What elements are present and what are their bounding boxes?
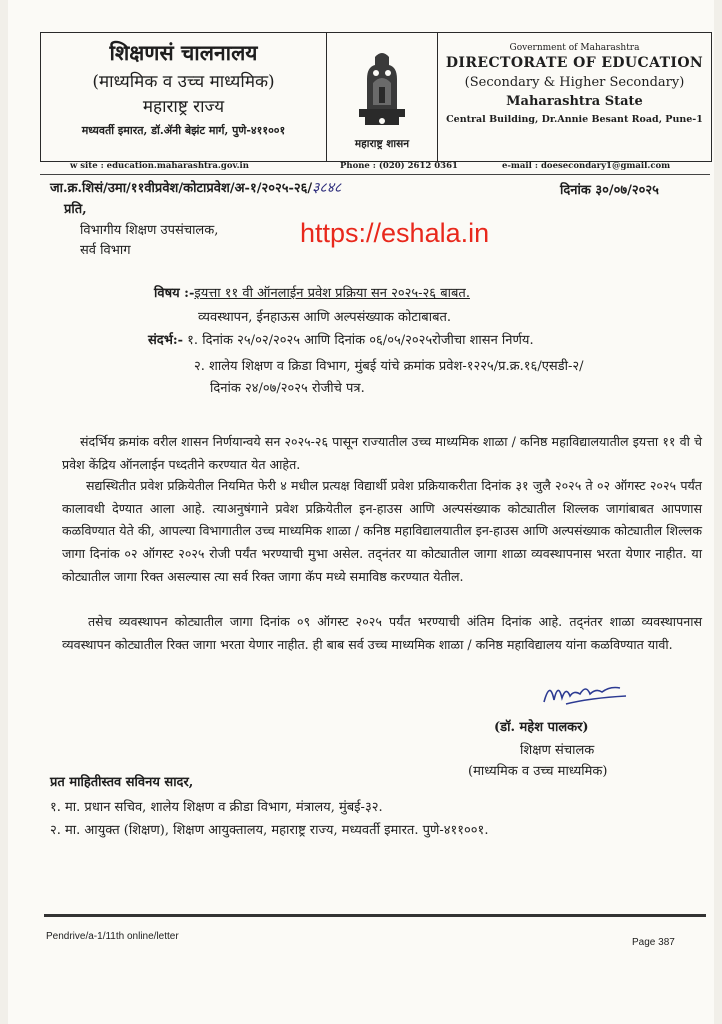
directorate-title-marathi: शिक्षणसं चालनालय <box>109 40 258 65</box>
contact-strip <box>40 160 710 175</box>
subject-line2: व्यवस्थापन, ईनहाऊस आणि अल्पसंख्याक कोटाबाबत. <box>198 310 452 325</box>
body-paragraph-1: संदर्भिय क्रमांक वरील शासन निर्णयान्वये सन २०२५-२६ पासून राज्यातील उच्च माध्यमिक शाळा / कनिष्ठ महाविद्यालयातील इयत्ता ११ वी चे प्रवेश केंद्रिय ऑनलाईन पध्दतीने करण्यात येत आहेत. <box>62 434 702 472</box>
footer-divider <box>44 914 706 917</box>
reference-number <box>50 178 341 197</box>
signature-scrawl <box>540 676 630 714</box>
references-label: संदर्भ:- <box>148 333 184 348</box>
directorate-subtitle-marathi: (माध्यमिक व उच्च माध्यमिक) <box>92 72 275 92</box>
reference-2-line2: दिनांक २४/०७/२०२५ रोजीचे पत्र. <box>210 381 365 396</box>
govt-name: Government of Maharashtra <box>509 43 640 53</box>
subject-text: इयत्ता ११ वी ऑनलाईन प्रवेश प्रक्रिया सन २०२५-२६ बाबत. <box>194 286 470 301</box>
reference-1-line <box>148 330 534 348</box>
letter-date: दिनांक ३०/०७/२०२५ <box>560 183 659 198</box>
letterhead-english <box>438 33 711 161</box>
watermark-url: https://eshala.in <box>300 218 490 248</box>
signatory-department: (माध्यमिक व उच्च माध्यमिक) <box>468 764 608 779</box>
subject-label: विषय :- <box>154 286 195 301</box>
recipient-line1: विभागीय शिक्षण उपसंचालक, <box>80 223 219 238</box>
subject-line <box>154 283 470 301</box>
reference-number-text: जा.क्र.शिसं/उमा/११वीप्रवेश/कोटाप्रवेश/अ-१/२०२५-२६/ <box>50 181 313 196</box>
address-english: Central Building, Dr.Annie Besant Road, Pune-1 <box>446 114 703 125</box>
copy-item-2: २. मा. आयुक्त (शिक्षण), शिक्षण आयुक्तालय, महाराष्ट्र राज्य, मध्यवर्ती इमारत. पुणे-४११००१. <box>50 823 489 838</box>
reference-1: १. दिनांक २५/०२/२०२५ आणि दिनांक ०६/०५/२०२५रोजीचा शासन निर्णय. <box>187 333 534 348</box>
state-emblem-icon <box>345 43 419 133</box>
letterhead <box>40 32 712 162</box>
signatory-designation: शिक्षण संचालक <box>520 743 595 758</box>
address-marathi: मध्यवर्ती इमारत, डॉ.ॲनी बेझंट मार्ग, पुणे-४११००१ <box>81 124 286 137</box>
state-marathi: महाराष्ट्र राज्य <box>142 97 225 117</box>
footer-page-number: Page 387 <box>632 937 675 948</box>
recipient-line2: सर्व विभाग <box>80 243 131 258</box>
signature-text: MPalkar <box>550 707 554 708</box>
footer-file-path: Pendrive/a-1/11th online/letter <box>46 931 179 942</box>
reference-2-line1: २. शालेय शिक्षण व क्रिडा विभाग, मुंबई यांचे क्रमांक प्रवेश-१२२५/प्र.क्र.१६/एसडी-२/ <box>194 359 584 374</box>
copy-item-1: १. मा. प्रधान सचिव, शालेय शिक्षण व क्रीडा विभाग, मंत्रालय, मुंबई-३२. <box>50 800 383 815</box>
state-english: Maharashtra State <box>506 94 643 109</box>
directorate-title-english: DIRECTORATE OF EDUCATION <box>445 55 704 71</box>
signatory-name: (डॉ. महेश पालकर) <box>494 720 589 735</box>
copy-heading: प्रत माहितीस्तव सविनय सादर, <box>50 775 194 790</box>
letterhead-emblem-box <box>326 33 438 161</box>
phone-text: Phone : (020) 2612 0361 <box>340 161 458 171</box>
recipient-prati: प्रति, <box>64 202 87 217</box>
email-text: e-mail : doesecondary1@gmail.com <box>502 161 671 171</box>
body-paragraph-2: सद्यस्थितीत प्रवेश प्रक्रियेतील नियमित फेरी ४ मधील प्रत्यक्ष विद्यार्थी प्रवेश प्रक्रियाकरीता दिनांक ३१ जुलै २०२५ ते ०२ ऑगस्ट २०२५ पर्यंत कालावधी देण्यात आला आहे. त्याअनुषंगाने प्रवेश प्रक्रियेतील इन-हाउस आणि अल्पसंख्याक कोट्यातील शिल्लक जागांबाबत आपणास कळविण्यात येते की, आपल्या विभागातील उच्च माध्यमिक शाळा / कनिष्ठ महाविद्यालयातील इन-हाउस आणि अल्पसंख्याक कोट्यातील शिल्लक जागा दिनांक ०२ ऑगस्ट २०२५ रोजी पर्यंत भरण्याची मुभा असेल. तद्नंतर या कोट्यातील जागा शाळा व्यवस्थापनास भरता येणार नाहीत. या कोट्यातील जागा रिक्त असल्यास त्या सर्व रिक्त जागा कॅप मध्ये समाविष्ठ करण्यात येतील. <box>62 478 702 584</box>
directorate-subtitle-english: (Secondary & Higher Secondary) <box>464 75 685 90</box>
reference-handwritten: ३८४८ <box>312 180 342 196</box>
website-text: w site : education.maharashtra.gov.in <box>70 161 249 171</box>
emblem-caption: महाराष्ट्र शासन <box>354 138 410 150</box>
letterhead-marathi <box>41 33 326 161</box>
body-paragraph-3: तसेच व्यवस्थापन कोट्यातील जागा दिनांक ०९ ऑगस्ट २०२५ पर्यंत भरण्याची अंतिम दिनांक आहे. तद्नंतर शाळा व्यवस्थापनास व्यवस्थापन कोट्यातील रिक्त जागा भरता येणार नाहीत. ही बाब सर्व उच्च माध्यमिक शाळा / कनिष्ठ महाविद्यालय यांना कळविण्यात यावी. <box>62 614 702 652</box>
